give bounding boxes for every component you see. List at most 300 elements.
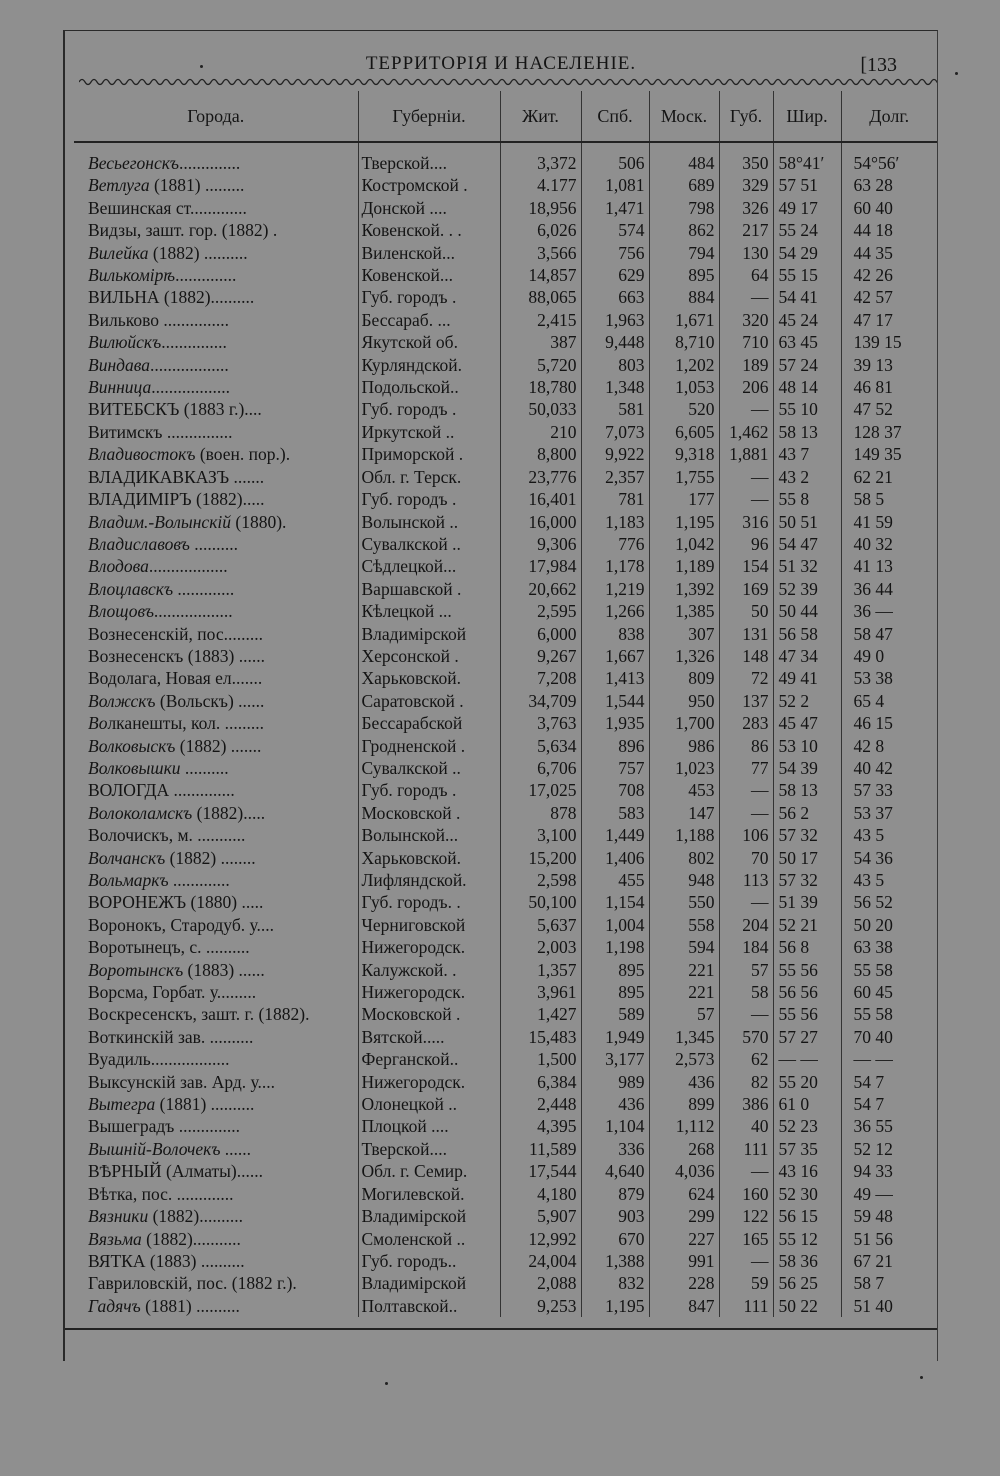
province-cell: Ковенской. . . bbox=[358, 219, 500, 241]
longitude-cell: 60 45 bbox=[853, 982, 893, 1003]
latitude-cell: 52 30 bbox=[773, 1183, 841, 1205]
gub-distance-cell: 217 bbox=[719, 219, 773, 241]
table-row bbox=[74, 1160, 937, 1182]
spb-distance-cell: 896 bbox=[581, 735, 649, 757]
province-cell: Тверской.... bbox=[358, 1138, 500, 1160]
latitude-cell: 57 32 bbox=[773, 824, 841, 846]
gub-distance-cell: — bbox=[719, 1160, 773, 1182]
spb-distance-cell: 7,073 bbox=[581, 421, 649, 443]
town-name-cell bbox=[74, 891, 358, 913]
inhabitants-cell: 210 bbox=[500, 421, 581, 443]
longitude-cell: 51 56 bbox=[853, 1228, 893, 1249]
gub-distance-cell: — bbox=[719, 286, 773, 308]
inhabitants-cell: 3,961 bbox=[500, 981, 581, 1003]
table-row bbox=[74, 1138, 937, 1160]
table-row bbox=[74, 1228, 937, 1250]
province-cell: Черниговской bbox=[358, 914, 500, 936]
table-row bbox=[74, 578, 937, 600]
province-cell: Владимірской bbox=[358, 1272, 500, 1294]
town-name-cell bbox=[74, 309, 358, 331]
town-name-italic: Ветлуга bbox=[88, 175, 150, 196]
town-name-text: Воскресенскъ, зашт. г. (1882). bbox=[88, 1004, 310, 1025]
moscow-distance-cell: 221 bbox=[649, 981, 719, 1003]
moscow-distance-cell: 8,710 bbox=[649, 331, 719, 353]
town-name-text: (1882).......... bbox=[148, 1206, 244, 1227]
longitude-cell: 53 38 bbox=[853, 668, 893, 689]
town-name-cell bbox=[74, 1071, 358, 1093]
latitude-cell: 47 34 bbox=[773, 645, 841, 667]
longitude-cell: 149 35 bbox=[853, 444, 902, 465]
spb-distance-cell: 589 bbox=[581, 1003, 649, 1025]
latitude-cell: 58 13 bbox=[773, 779, 841, 801]
province-cell: Гродненской . bbox=[358, 735, 500, 757]
spb-distance-cell: 1,104 bbox=[581, 1115, 649, 1137]
inhabitants-cell: 387 bbox=[500, 331, 581, 353]
table-row bbox=[74, 309, 937, 331]
province-cell: Якутской об. bbox=[358, 331, 500, 353]
gub-distance-cell: 1,462 bbox=[719, 421, 773, 443]
gub-distance-cell: 165 bbox=[719, 1228, 773, 1250]
spb-distance-cell: 781 bbox=[581, 488, 649, 510]
table-row bbox=[74, 891, 937, 913]
province-cell: Кѣлецкой ... bbox=[358, 600, 500, 622]
longitude-cell: 63 28 bbox=[853, 175, 893, 196]
moscow-distance-cell: 177 bbox=[649, 488, 719, 510]
latitude-cell: 56 15 bbox=[773, 1205, 841, 1227]
moscow-distance-cell: 1,202 bbox=[649, 354, 719, 376]
spb-distance-cell: 1,413 bbox=[581, 667, 649, 689]
moscow-distance-cell: 550 bbox=[649, 891, 719, 913]
moscow-distance-cell: 1,053 bbox=[649, 376, 719, 398]
gub-distance-cell: 122 bbox=[719, 1205, 773, 1227]
inhabitants-cell: 20,662 bbox=[500, 578, 581, 600]
town-name-text: Воротынецъ, с. .......... bbox=[88, 937, 250, 958]
inhabitants-cell: 24,004 bbox=[500, 1250, 581, 1272]
gub-distance-cell: 113 bbox=[719, 869, 773, 891]
longitude-cell: 53 37 bbox=[853, 802, 893, 823]
inhabitants-cell: 1,357 bbox=[500, 959, 581, 981]
town-name-text: (1882) ........ bbox=[165, 847, 256, 868]
town-name-text: (1881) ......... bbox=[149, 175, 245, 196]
province-cell: Губ. городъ . bbox=[358, 779, 500, 801]
table-row bbox=[74, 1272, 937, 1294]
longitude-cell: 36 44 bbox=[853, 578, 893, 599]
col-header-spb: Спб. bbox=[581, 91, 649, 142]
town-name-cell bbox=[74, 667, 358, 689]
inhabitants-cell: 3,566 bbox=[500, 242, 581, 264]
gub-distance-cell: 111 bbox=[719, 1295, 773, 1317]
moscow-distance-cell: 1,671 bbox=[649, 309, 719, 331]
inhabitants-cell: 4,180 bbox=[500, 1183, 581, 1205]
province-cell: Харьковской. bbox=[358, 847, 500, 869]
moscow-distance-cell: 228 bbox=[649, 1272, 719, 1294]
table-row bbox=[74, 1183, 937, 1205]
province-cell: Плоцкой .... bbox=[358, 1115, 500, 1137]
inhabitants-cell: 3,100 bbox=[500, 824, 581, 846]
inhabitants-cell: 4.177 bbox=[500, 174, 581, 196]
inhabitants-cell: 23,776 bbox=[500, 466, 581, 488]
town-name-cell bbox=[74, 533, 358, 555]
moscow-distance-cell: 307 bbox=[649, 623, 719, 645]
town-name-cell bbox=[74, 331, 358, 353]
moscow-distance-cell: 594 bbox=[649, 936, 719, 958]
longitude-cell: 54 7 bbox=[853, 1071, 885, 1092]
town-name-text: ...... bbox=[220, 1138, 252, 1159]
table-row bbox=[74, 219, 937, 241]
spb-distance-cell: 879 bbox=[581, 1183, 649, 1205]
latitude-cell: 50 17 bbox=[773, 847, 841, 869]
longitude-cell: 54°56′ bbox=[853, 153, 900, 173]
longitude-cell: 58 7 bbox=[853, 1273, 885, 1294]
longitude-cell: 57 33 bbox=[853, 780, 893, 801]
table-row bbox=[74, 959, 937, 981]
inhabitants-cell: 15,483 bbox=[500, 1026, 581, 1048]
town-name-text: Видзы, зашт. гор. (1882) . bbox=[88, 220, 278, 241]
col-header-towns: Города. bbox=[74, 91, 358, 142]
moscow-distance-cell: 227 bbox=[649, 1228, 719, 1250]
latitude-cell: 55 56 bbox=[773, 1003, 841, 1025]
town-name-cell bbox=[74, 1048, 358, 1070]
moscow-distance-cell: 986 bbox=[649, 735, 719, 757]
latitude-cell: 58°41′ bbox=[773, 152, 841, 174]
town-name-italic: Вольмаркъ bbox=[88, 870, 169, 890]
inhabitants-cell: 11,589 bbox=[500, 1138, 581, 1160]
longitude-cell: 46 15 bbox=[853, 713, 893, 734]
spb-distance-cell: 803 bbox=[581, 354, 649, 376]
town-name-italic: Влоцлавскъ bbox=[88, 578, 174, 599]
col-header-latitude: Шир. bbox=[773, 91, 841, 142]
latitude-cell: 56 58 bbox=[773, 623, 841, 645]
longitude-cell: 39 13 bbox=[853, 354, 893, 375]
spb-distance-cell: 583 bbox=[581, 802, 649, 824]
spb-distance-cell: 663 bbox=[581, 286, 649, 308]
latitude-cell: 57 32 bbox=[773, 869, 841, 891]
town-name-cell bbox=[74, 354, 358, 376]
town-name-cell bbox=[74, 735, 358, 757]
province-cell: Сѣдлецкой... bbox=[358, 555, 500, 577]
spb-distance-cell: 903 bbox=[581, 1205, 649, 1227]
inhabitants-cell: 3,763 bbox=[500, 712, 581, 734]
moscow-distance-cell: 895 bbox=[649, 264, 719, 286]
spb-distance-cell: 1,219 bbox=[581, 578, 649, 600]
longitude-cell: 60 40 bbox=[853, 197, 893, 218]
latitude-cell: 51 32 bbox=[773, 555, 841, 577]
longitude-cell: 51 40 bbox=[853, 1295, 893, 1316]
longitude-cell: 65 4 bbox=[853, 690, 885, 711]
town-name-italic: Влодова bbox=[88, 556, 149, 577]
town-name-text: ............... bbox=[161, 332, 227, 353]
gub-distance-cell: 131 bbox=[719, 623, 773, 645]
inhabitants-cell: 8,800 bbox=[500, 443, 581, 465]
spb-distance-cell: 1,544 bbox=[581, 690, 649, 712]
table-row bbox=[74, 197, 937, 219]
town-name-text: .......... bbox=[180, 757, 229, 778]
gub-distance-cell: 70 bbox=[719, 847, 773, 869]
town-name-text: Гавриловскій, пос. (1882 г.). bbox=[88, 1273, 297, 1294]
town-name-text: Вознесенскій, пос......... bbox=[88, 623, 263, 644]
province-cell: Губ. городъ.. bbox=[358, 1250, 500, 1272]
table-row bbox=[74, 1003, 937, 1025]
moscow-distance-cell: 9,318 bbox=[649, 443, 719, 465]
spb-distance-cell: 832 bbox=[581, 1272, 649, 1294]
moscow-distance-cell: 1,345 bbox=[649, 1026, 719, 1048]
spb-distance-cell: 756 bbox=[581, 242, 649, 264]
town-name-cell bbox=[74, 1205, 358, 1227]
table-row bbox=[74, 376, 937, 398]
town-name-italic: Вилейка bbox=[88, 242, 149, 263]
town-name-text: Вуадиль.................. bbox=[88, 1049, 230, 1070]
moscow-distance-cell: 1,700 bbox=[649, 712, 719, 734]
longitude-cell: 62 21 bbox=[853, 466, 893, 487]
town-name-cell bbox=[74, 1093, 358, 1115]
inhabitants-cell: 2,448 bbox=[500, 1093, 581, 1115]
inhabitants-cell: 15,200 bbox=[500, 847, 581, 869]
town-name-text: Водолага, Новая ел....... bbox=[88, 668, 263, 689]
moscow-distance-cell: 1,188 bbox=[649, 824, 719, 846]
moscow-distance-cell: 558 bbox=[649, 914, 719, 936]
town-name-text: ВѢРНЫЙ (Алматы)...... bbox=[88, 1161, 264, 1182]
inhabitants-cell: 2,415 bbox=[500, 309, 581, 331]
inhabitants-cell: 17,025 bbox=[500, 779, 581, 801]
province-cell: Харьковской. bbox=[358, 667, 500, 689]
town-name-italic: Гадячъ bbox=[88, 1295, 141, 1316]
inhabitants-cell: 2,595 bbox=[500, 600, 581, 622]
inhabitants-cell: 1,427 bbox=[500, 1003, 581, 1025]
table-row bbox=[74, 1295, 937, 1317]
spb-distance-cell: 1,178 bbox=[581, 555, 649, 577]
moscow-distance-cell: 798 bbox=[649, 197, 719, 219]
moscow-distance-cell: 899 bbox=[649, 1093, 719, 1115]
latitude-cell: 55 20 bbox=[773, 1071, 841, 1093]
gub-distance-cell: — bbox=[719, 1003, 773, 1025]
table-row bbox=[74, 354, 937, 376]
latitude-cell: 52 23 bbox=[773, 1115, 841, 1137]
inhabitants-cell: 6,706 bbox=[500, 757, 581, 779]
longitude-cell: 70 40 bbox=[853, 1026, 893, 1047]
town-name-text: Вознесенскъ (1883) ...... bbox=[88, 645, 265, 666]
province-cell: Бессараб. ... bbox=[358, 309, 500, 331]
table-row bbox=[74, 757, 937, 779]
latitude-cell: 58 13 bbox=[773, 421, 841, 443]
table-row bbox=[74, 667, 937, 689]
town-name-cell bbox=[74, 511, 358, 533]
moscow-distance-cell: 520 bbox=[649, 398, 719, 420]
spb-distance-cell: 506 bbox=[581, 152, 649, 174]
moscow-distance-cell: 802 bbox=[649, 847, 719, 869]
moscow-distance-cell: 4,036 bbox=[649, 1160, 719, 1182]
town-name-text: лканешты, кол. ......... bbox=[107, 713, 264, 734]
latitude-cell: 50 22 bbox=[773, 1295, 841, 1317]
town-name-italic: Волоколамскъ bbox=[88, 802, 193, 823]
table-row bbox=[74, 466, 937, 488]
town-name-cell bbox=[74, 174, 358, 196]
table-row bbox=[74, 331, 937, 353]
col-header-provinces: Губерніи. bbox=[358, 91, 500, 142]
town-name-cell bbox=[74, 197, 358, 219]
latitude-cell: 45 47 bbox=[773, 712, 841, 734]
wavy-rule bbox=[79, 75, 937, 89]
province-cell: Обл. г. Семир. bbox=[358, 1160, 500, 1182]
latitude-cell: 51 39 bbox=[773, 891, 841, 913]
province-cell: Курляндской. bbox=[358, 354, 500, 376]
latitude-cell: 43 7 bbox=[773, 443, 841, 465]
gub-distance-cell: — bbox=[719, 891, 773, 913]
table-row bbox=[74, 600, 937, 622]
province-cell: Виленской... bbox=[358, 242, 500, 264]
town-name-text: ВЛАДИМІРЪ (1882)..... bbox=[88, 489, 265, 510]
col-header-inhabitants: Жит. bbox=[500, 91, 581, 142]
spb-distance-cell: 708 bbox=[581, 779, 649, 801]
latitude-cell: 54 47 bbox=[773, 533, 841, 555]
inhabitants-cell: 9,267 bbox=[500, 645, 581, 667]
latitude-cell: 52 21 bbox=[773, 914, 841, 936]
province-cell: Сувалкской .. bbox=[358, 533, 500, 555]
town-name-cell bbox=[74, 779, 358, 801]
town-name-text: .............. bbox=[175, 265, 237, 286]
spb-distance-cell: 4,640 bbox=[581, 1160, 649, 1182]
gub-distance-cell: 283 bbox=[719, 712, 773, 734]
spb-distance-cell: 1,388 bbox=[581, 1250, 649, 1272]
spb-distance-cell: 1,667 bbox=[581, 645, 649, 667]
town-name-text: Волочискъ, м. ........... bbox=[88, 825, 246, 846]
town-name-italic: Вязьма bbox=[88, 1228, 142, 1249]
town-name-text: Воронокъ, Стародуб. у.... bbox=[88, 914, 274, 935]
latitude-cell: 61 0 bbox=[773, 1093, 841, 1115]
col-header-longitude: Долг. bbox=[841, 91, 937, 142]
inhabitants-cell: 18,780 bbox=[500, 376, 581, 398]
town-name-cell bbox=[74, 376, 358, 398]
moscow-distance-cell: 624 bbox=[649, 1183, 719, 1205]
table-row bbox=[74, 286, 937, 308]
longitude-cell: 56 52 bbox=[853, 892, 893, 913]
spb-distance-cell: 989 bbox=[581, 1071, 649, 1093]
scan-speck bbox=[385, 1382, 388, 1385]
spb-distance-cell: 9,922 bbox=[581, 443, 649, 465]
inhabitants-cell: 6,000 bbox=[500, 623, 581, 645]
town-name-cell bbox=[74, 712, 358, 734]
town-name-italic: Весьегонскъ bbox=[88, 153, 180, 173]
town-name-italic: Вытегра bbox=[88, 1094, 156, 1115]
inhabitants-cell: 17,544 bbox=[500, 1160, 581, 1182]
inhabitants-cell: 50,100 bbox=[500, 891, 581, 913]
province-cell: Приморской . bbox=[358, 443, 500, 465]
table-row bbox=[74, 1250, 937, 1272]
latitude-cell: 56 8 bbox=[773, 936, 841, 958]
gub-distance-cell: 1,881 bbox=[719, 443, 773, 465]
town-name-cell bbox=[74, 600, 358, 622]
inhabitants-cell: 6,384 bbox=[500, 1071, 581, 1093]
town-name-text: (1880). bbox=[231, 511, 287, 532]
province-cell: Иркутской .. bbox=[358, 421, 500, 443]
longitude-cell: 36 — bbox=[853, 601, 893, 622]
province-cell: Херсонской . bbox=[358, 645, 500, 667]
latitude-cell: 55 56 bbox=[773, 959, 841, 981]
province-cell: Олонецкой .. bbox=[358, 1093, 500, 1115]
town-name-italic: Вилькомірѣ bbox=[88, 265, 176, 286]
longitude-cell: 47 52 bbox=[853, 399, 893, 420]
town-name-text: .................. bbox=[153, 601, 233, 622]
town-name-text: Ворсма, Горбат. у......... bbox=[88, 982, 257, 1003]
inhabitants-cell: 2,598 bbox=[500, 869, 581, 891]
gub-distance-cell: — bbox=[719, 779, 773, 801]
town-name-text: ВОЛОГДА .............. bbox=[88, 780, 235, 801]
table-row bbox=[74, 511, 937, 533]
town-name-cell bbox=[74, 1160, 358, 1182]
gub-distance-cell: 59 bbox=[719, 1272, 773, 1294]
gub-distance-cell: 40 bbox=[719, 1115, 773, 1137]
gub-distance-cell: 320 bbox=[719, 309, 773, 331]
spb-distance-cell: 2,357 bbox=[581, 466, 649, 488]
province-cell: Вятской..... bbox=[358, 1026, 500, 1048]
table-row bbox=[74, 264, 937, 286]
province-cell: Губ. городъ . bbox=[358, 398, 500, 420]
province-cell: Губ. городъ. . bbox=[358, 891, 500, 913]
town-name-cell bbox=[74, 1228, 358, 1250]
latitude-cell: 50 44 bbox=[773, 600, 841, 622]
province-cell: Волынской .. bbox=[358, 511, 500, 533]
gub-distance-cell: 169 bbox=[719, 578, 773, 600]
longitude-cell: 44 18 bbox=[853, 220, 893, 241]
table-row bbox=[74, 398, 937, 420]
town-name-text: (1881) .......... bbox=[155, 1094, 255, 1115]
scan-speck bbox=[955, 72, 958, 75]
town-name-text: Выксунскій зав. Ард. у.... bbox=[88, 1071, 276, 1092]
table-row bbox=[74, 1205, 937, 1227]
longitude-cell: 94 33 bbox=[853, 1161, 893, 1182]
town-name-cell bbox=[74, 1272, 358, 1294]
town-name-text: (1882)..... bbox=[192, 802, 266, 823]
col-header-gub: Губ. bbox=[719, 91, 773, 142]
towns-table bbox=[74, 91, 937, 1317]
data-table-wrap bbox=[74, 91, 937, 1317]
gub-distance-cell: 130 bbox=[719, 242, 773, 264]
town-name-cell bbox=[74, 242, 358, 264]
town-name-cell bbox=[74, 1183, 358, 1205]
table-row bbox=[74, 847, 937, 869]
town-name-cell bbox=[74, 847, 358, 869]
province-cell: Ковенской... bbox=[358, 264, 500, 286]
town-name-cell bbox=[74, 264, 358, 286]
province-cell: Могилевской. bbox=[358, 1183, 500, 1205]
spb-distance-cell: 895 bbox=[581, 959, 649, 981]
gub-distance-cell: 57 bbox=[719, 959, 773, 981]
inhabitants-cell: 6,026 bbox=[500, 219, 581, 241]
spb-distance-cell: 1,198 bbox=[581, 936, 649, 958]
town-name-cell bbox=[74, 398, 358, 420]
longitude-cell: 58 5 bbox=[853, 489, 885, 510]
longitude-cell: 58 47 bbox=[853, 623, 893, 644]
gub-distance-cell: 50 bbox=[719, 600, 773, 622]
table-row bbox=[74, 869, 937, 891]
latitude-cell: 52 39 bbox=[773, 578, 841, 600]
longitude-cell: 67 21 bbox=[853, 1250, 893, 1271]
town-name-cell bbox=[74, 802, 358, 824]
inhabitants-cell: 5,637 bbox=[500, 914, 581, 936]
town-name-cell bbox=[74, 421, 358, 443]
table-row bbox=[74, 533, 937, 555]
spb-distance-cell: 1,154 bbox=[581, 891, 649, 913]
latitude-cell: 54 29 bbox=[773, 242, 841, 264]
town-name-text: ВИЛЬНА (1882).......... bbox=[88, 287, 255, 308]
latitude-cell: 52 2 bbox=[773, 690, 841, 712]
town-name-italic: Владиславовъ bbox=[88, 533, 190, 554]
town-name-text: (1882) ....... bbox=[175, 735, 262, 756]
inhabitants-cell: 16,000 bbox=[500, 511, 581, 533]
province-cell: Московской . bbox=[358, 1003, 500, 1025]
town-name-italic: Воротынскъ bbox=[88, 959, 184, 980]
town-name-text: (1883) ...... bbox=[183, 959, 265, 980]
spb-distance-cell: 1,266 bbox=[581, 600, 649, 622]
